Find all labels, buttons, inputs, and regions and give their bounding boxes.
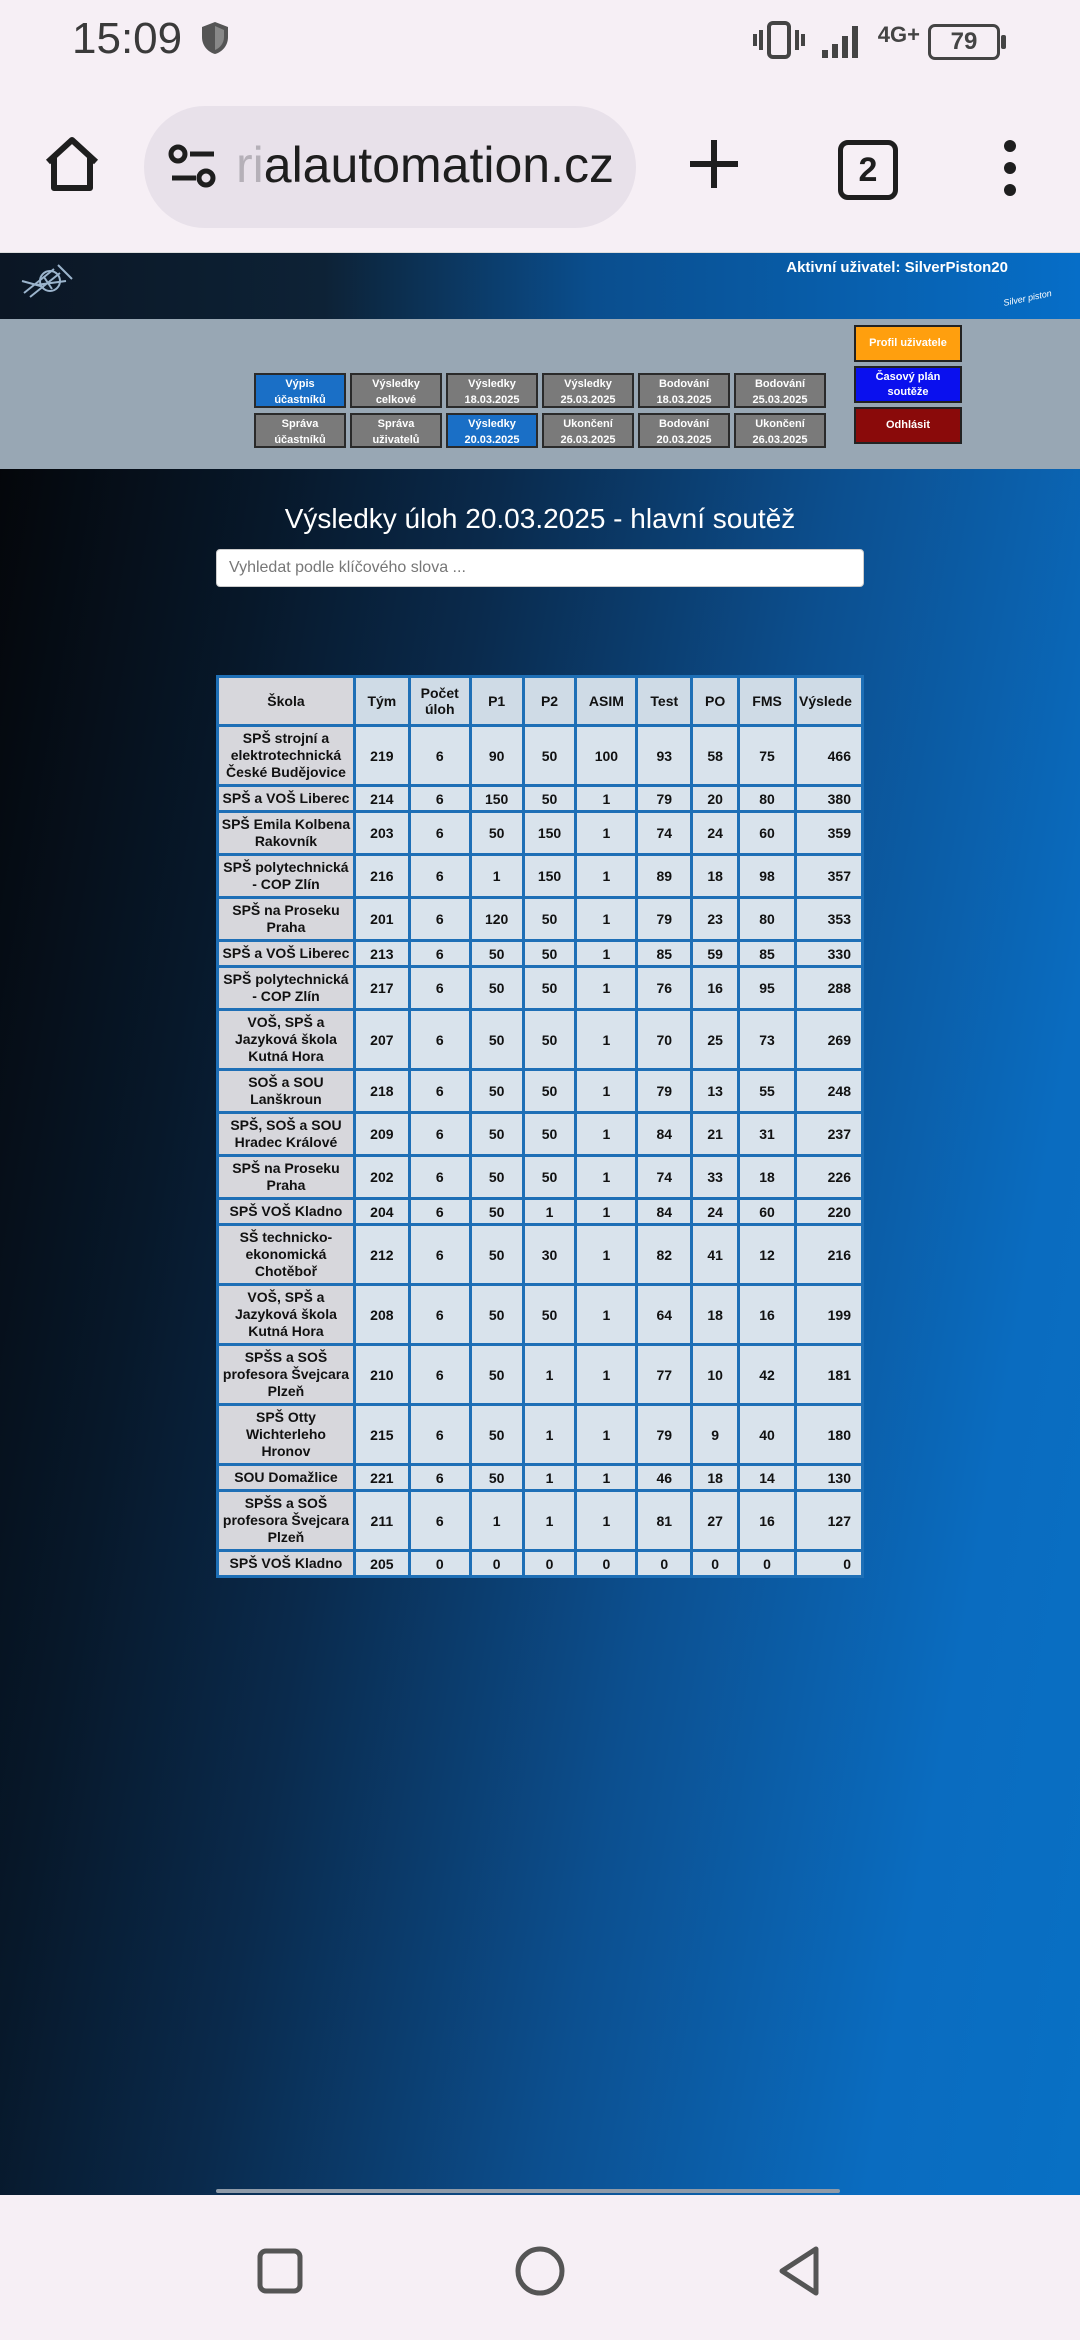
value-cell: 42: [740, 1346, 794, 1403]
search-input[interactable]: Vyhledat podle klíčového slova ...: [216, 549, 864, 587]
value-cell: 150: [525, 856, 575, 896]
value-cell: 127: [797, 1492, 861, 1549]
url-main: alautomation.cz: [263, 137, 614, 193]
value-cell: 18: [740, 1157, 794, 1197]
value-cell: 237: [797, 1114, 861, 1154]
value-cell: 6: [411, 1406, 469, 1463]
table-row: [219, 899, 861, 939]
school-cell: SPŠS a SOŠ profesora Švejcara Plzeň: [219, 1346, 353, 1403]
more-menu-icon[interactable]: [998, 138, 1022, 198]
nav-results-20-03[interactable]: Výsledky 20.03.2025: [446, 413, 538, 448]
school-cell: VOŠ, SPŠ a Jazyková škola Kutná Hora: [219, 1011, 353, 1068]
value-cell: 120: [472, 899, 522, 939]
value-cell: 40: [740, 1406, 794, 1463]
value-cell: 50: [472, 1114, 522, 1154]
value-cell: 0: [638, 1552, 690, 1575]
col-test: Test: [638, 678, 690, 724]
nav-results-25-03[interactable]: Výsledky 25.03.2025: [542, 373, 634, 408]
value-cell: 50: [525, 942, 575, 965]
nav-closing-26-03-b[interactable]: Ukončení 26.03.2025: [734, 413, 826, 448]
school-cell: SPŠ Otty Wichterleho Hronov: [219, 1406, 353, 1463]
nav-manage-users[interactable]: Správa uživatelů: [350, 413, 442, 448]
value-cell: 14: [740, 1466, 794, 1489]
table-row: [219, 1226, 861, 1283]
value-cell: 248: [797, 1071, 861, 1111]
value-cell: 31: [740, 1114, 794, 1154]
table-row: [219, 1071, 861, 1111]
school-cell: SOŠ a SOU Lanškroun: [219, 1071, 353, 1111]
address-bar[interactable]: [144, 106, 636, 228]
table-row: [219, 1492, 861, 1549]
value-cell: 0: [797, 1552, 861, 1575]
value-cell: 85: [740, 942, 794, 965]
value-cell: 90: [472, 727, 522, 784]
school-cell: VOŠ, SPŠ a Jazyková škola Kutná Hora: [219, 1286, 353, 1343]
value-cell: 16: [693, 968, 737, 1008]
value-cell: 1: [577, 1346, 635, 1403]
value-cell: 50: [472, 942, 522, 965]
url-faded: ri: [236, 137, 264, 193]
system-nav-bar: [0, 2195, 1080, 2340]
table-row: [219, 968, 861, 1008]
school-cell: SPŠ a VOŠ Liberec: [219, 787, 353, 810]
value-cell: 6: [411, 968, 469, 1008]
value-cell: 6: [411, 813, 469, 853]
value-cell: 219: [356, 727, 408, 784]
value-cell: 6: [411, 1200, 469, 1223]
value-cell: 6: [411, 1346, 469, 1403]
value-cell: 215: [356, 1406, 408, 1463]
table-row: [219, 1157, 861, 1197]
results-table-wrapper[interactable]: [216, 675, 864, 1578]
webpage: [0, 253, 1080, 2195]
table-row: [219, 813, 861, 853]
col-p2: P2: [525, 678, 575, 724]
table-row: [219, 1011, 861, 1068]
value-cell: 30: [525, 1226, 575, 1283]
page-title: Výsledky úloh 20.03.2025 - hlavní soutěž: [284, 503, 796, 534]
value-cell: 199: [797, 1286, 861, 1343]
value-cell: 201: [356, 899, 408, 939]
value-cell: 1: [577, 787, 635, 810]
value-cell: 18: [693, 856, 737, 896]
value-cell: 50: [472, 1200, 522, 1223]
value-cell: 77: [638, 1346, 690, 1403]
col-team: Tým: [356, 678, 408, 724]
value-cell: 50: [472, 1011, 522, 1068]
nav-closing-26-03[interactable]: Ukončení 26.03.2025: [542, 413, 634, 448]
value-cell: 50: [472, 1071, 522, 1111]
mini-logo: Silver piston: [1002, 288, 1053, 308]
value-cell: 217: [356, 968, 408, 1008]
value-cell: 82: [638, 1226, 690, 1283]
value-cell: 1: [577, 899, 635, 939]
value-cell: 216: [797, 1226, 861, 1283]
value-cell: 6: [411, 942, 469, 965]
value-cell: 74: [638, 1157, 690, 1197]
nav-panel: [0, 319, 1080, 469]
value-cell: 60: [740, 813, 794, 853]
school-cell: SŠ technicko-ekonomická Chotěboř: [219, 1226, 353, 1283]
value-cell: 18: [693, 1286, 737, 1343]
status-time: 15:09: [72, 14, 183, 63]
home-nav-icon[interactable]: [510, 2241, 570, 2301]
school-cell: SPŠ VOŠ Kladno: [219, 1552, 353, 1575]
value-cell: 1: [472, 856, 522, 896]
table-row: [219, 1466, 861, 1489]
status-bar: [0, 0, 1080, 82]
value-cell: 21: [693, 1114, 737, 1154]
value-cell: 288: [797, 968, 861, 1008]
value-cell: 380: [797, 787, 861, 810]
value-cell: 79: [638, 1071, 690, 1111]
col-result: Výslede: [797, 678, 861, 724]
value-cell: 50: [472, 1466, 522, 1489]
value-cell: 202: [356, 1157, 408, 1197]
value-cell: 16: [740, 1286, 794, 1343]
value-cell: 74: [638, 813, 690, 853]
url-text[interactable]: [236, 136, 616, 194]
value-cell: 81: [638, 1492, 690, 1549]
value-cell: 211: [356, 1492, 408, 1549]
battery-icon: 79: [928, 24, 1000, 60]
value-cell: 18: [693, 1466, 737, 1489]
nav-results-18-03[interactable]: Výsledky 18.03.2025: [446, 373, 538, 408]
table-row: [219, 1114, 861, 1154]
value-cell: 50: [525, 1071, 575, 1111]
value-cell: 10: [693, 1346, 737, 1403]
school-cell: SPŠ polytechnická - COP Zlín: [219, 856, 353, 896]
site-header: [0, 253, 1080, 319]
value-cell: 6: [411, 727, 469, 784]
school-cell: SPŠ VOŠ Kladno: [219, 1200, 353, 1223]
value-cell: 13: [693, 1071, 737, 1111]
profile-button[interactable]: Profil uživatele: [854, 325, 962, 362]
value-cell: 1: [577, 813, 635, 853]
table-row: [219, 942, 861, 965]
value-cell: 79: [638, 787, 690, 810]
value-cell: 98: [740, 856, 794, 896]
school-cell: SPŠ na Proseku Praha: [219, 1157, 353, 1197]
value-cell: 1: [525, 1200, 575, 1223]
value-cell: 58: [693, 727, 737, 784]
signal-icon: [820, 20, 864, 60]
table-row: [219, 1406, 861, 1463]
value-cell: 150: [472, 787, 522, 810]
schedule-button[interactable]: Časový plán soutěže: [854, 366, 962, 403]
value-cell: 6: [411, 899, 469, 939]
value-cell: 1: [577, 1286, 635, 1343]
value-cell: 24: [693, 1200, 737, 1223]
value-cell: 50: [525, 787, 575, 810]
value-cell: 50: [472, 1346, 522, 1403]
value-cell: 6: [411, 1157, 469, 1197]
value-cell: 6: [411, 1011, 469, 1068]
school-cell: SPŠS a SOŠ profesora Švejcara Plzeň: [219, 1492, 353, 1549]
value-cell: 208: [356, 1286, 408, 1343]
value-cell: 218: [356, 1071, 408, 1111]
value-cell: 207: [356, 1011, 408, 1068]
network-type: 4G+: [877, 22, 920, 47]
value-cell: 1: [577, 1406, 635, 1463]
value-cell: 1: [472, 1492, 522, 1549]
value-cell: 6: [411, 1114, 469, 1154]
value-cell: 6: [411, 856, 469, 896]
value-cell: 93: [638, 727, 690, 784]
nav-manage-participants[interactable]: Správa účastníků: [254, 413, 346, 448]
value-cell: 6: [411, 1226, 469, 1283]
value-cell: 1: [577, 1114, 635, 1154]
value-cell: 1: [525, 1466, 575, 1489]
value-cell: 79: [638, 1406, 690, 1463]
value-cell: 1: [577, 856, 635, 896]
value-cell: 55: [740, 1071, 794, 1111]
col-school: Škola: [219, 678, 353, 724]
value-cell: 79: [638, 899, 690, 939]
value-cell: 1: [577, 942, 635, 965]
table-row: [219, 787, 861, 810]
value-cell: 6: [411, 1286, 469, 1343]
value-cell: 181: [797, 1346, 861, 1403]
table-body: [219, 727, 861, 1575]
value-cell: 213: [356, 942, 408, 965]
value-cell: 203: [356, 813, 408, 853]
value-cell: 0: [740, 1552, 794, 1575]
user-actions: [854, 325, 962, 448]
table-row: [219, 856, 861, 896]
new-tab-icon[interactable]: [684, 134, 744, 194]
value-cell: 0: [472, 1552, 522, 1575]
table-row: [219, 1552, 861, 1575]
value-cell: 24: [693, 813, 737, 853]
value-cell: 1: [577, 1492, 635, 1549]
school-cell: SPŠ Emila Kolbena Rakovník: [219, 813, 353, 853]
value-cell: 1: [525, 1346, 575, 1403]
value-cell: 180: [797, 1406, 861, 1463]
value-cell: 1: [525, 1406, 575, 1463]
shield-icon: [200, 20, 230, 56]
value-cell: 89: [638, 856, 690, 896]
nav-scoring-20-03[interactable]: Bodování 20.03.2025: [638, 413, 730, 448]
table-row: [219, 1200, 861, 1223]
value-cell: 1: [577, 1071, 635, 1111]
value-cell: 221: [356, 1466, 408, 1489]
value-cell: 20: [693, 787, 737, 810]
value-cell: 209: [356, 1114, 408, 1154]
value-cell: 60: [740, 1200, 794, 1223]
value-cell: 1: [577, 1011, 635, 1068]
col-asim: ASIM: [577, 678, 635, 724]
value-cell: 50: [472, 1157, 522, 1197]
table-header-row: [219, 678, 861, 724]
nav-scoring-25-03[interactable]: Bodování 25.03.2025: [734, 373, 826, 408]
value-cell: 269: [797, 1011, 861, 1068]
value-cell: 50: [525, 899, 575, 939]
value-cell: 59: [693, 942, 737, 965]
value-cell: 46: [638, 1466, 690, 1489]
school-cell: SPŠ a VOŠ Liberec: [219, 942, 353, 965]
school-cell: SPŠ na Proseku Praha: [219, 899, 353, 939]
table-row: [219, 1346, 861, 1403]
value-cell: 41: [693, 1226, 737, 1283]
value-cell: 84: [638, 1200, 690, 1223]
value-cell: 6: [411, 1466, 469, 1489]
value-cell: 50: [472, 1226, 522, 1283]
active-user-label: Aktivní uživatel: SilverPiston20: [786, 259, 1008, 276]
value-cell: 0: [693, 1552, 737, 1575]
value-cell: 27: [693, 1492, 737, 1549]
value-cell: 1: [577, 1200, 635, 1223]
value-cell: 205: [356, 1552, 408, 1575]
site-logo-icon: [14, 259, 88, 303]
value-cell: 330: [797, 942, 861, 965]
value-cell: 50: [472, 1286, 522, 1343]
browser-toolbar: [0, 82, 1080, 254]
nav-results-overall[interactable]: Výsledky celkové: [350, 373, 442, 408]
school-cell: SPŠ polytechnická - COP Zlín: [219, 968, 353, 1008]
value-cell: 85: [638, 942, 690, 965]
value-cell: 80: [740, 899, 794, 939]
col-po: PO: [693, 678, 737, 724]
value-cell: 212: [356, 1226, 408, 1283]
value-cell: 6: [411, 1071, 469, 1111]
value-cell: 50: [525, 968, 575, 1008]
back-icon[interactable]: [770, 2241, 830, 2301]
site-settings-icon[interactable]: [168, 144, 218, 190]
home-icon[interactable]: [40, 132, 104, 196]
tab-switcher-button[interactable]: 2: [838, 140, 898, 200]
value-cell: 214: [356, 787, 408, 810]
value-cell: 226: [797, 1157, 861, 1197]
value-cell: 1: [525, 1492, 575, 1549]
value-cell: 64: [638, 1286, 690, 1343]
value-cell: 50: [472, 1406, 522, 1463]
vibrate-icon: [752, 20, 806, 60]
value-cell: 0: [577, 1552, 635, 1575]
value-cell: 16: [740, 1492, 794, 1549]
value-cell: 357: [797, 856, 861, 896]
value-cell: 216: [356, 856, 408, 896]
value-cell: 0: [411, 1552, 469, 1575]
status-icons: [752, 18, 920, 62]
value-cell: 130: [797, 1466, 861, 1489]
results-table: [216, 675, 864, 1578]
value-cell: 50: [472, 968, 522, 1008]
value-cell: 6: [411, 787, 469, 810]
value-cell: 76: [638, 968, 690, 1008]
value-cell: 9: [693, 1406, 737, 1463]
school-cell: SPŠ strojní a elektrotechnická České Budějovice: [219, 727, 353, 784]
value-cell: 6: [411, 1492, 469, 1549]
value-cell: 0: [525, 1552, 575, 1575]
value-cell: 210: [356, 1346, 408, 1403]
value-cell: 220: [797, 1200, 861, 1223]
value-cell: 33: [693, 1157, 737, 1197]
value-cell: 75: [740, 727, 794, 784]
table-row: [219, 727, 861, 784]
table-row: [219, 1286, 861, 1343]
value-cell: 50: [525, 1157, 575, 1197]
value-cell: 50: [525, 1286, 575, 1343]
nav-grid: [254, 373, 826, 448]
nav-scoring-18-03[interactable]: Bodování 18.03.2025: [638, 373, 730, 408]
value-cell: 353: [797, 899, 861, 939]
value-cell: 70: [638, 1011, 690, 1068]
logout-button[interactable]: Odhlásit: [854, 407, 962, 444]
col-fms: FMS: [740, 678, 794, 724]
value-cell: 84: [638, 1114, 690, 1154]
value-cell: 50: [525, 727, 575, 784]
col-p1: P1: [472, 678, 522, 724]
col-task-count: Počet úloh: [411, 678, 469, 724]
value-cell: 204: [356, 1200, 408, 1223]
value-cell: 23: [693, 899, 737, 939]
value-cell: 12: [740, 1226, 794, 1283]
school-cell: SPŠ, SOŠ a SOU Hradec Králové: [219, 1114, 353, 1154]
value-cell: 50: [472, 813, 522, 853]
value-cell: 95: [740, 968, 794, 1008]
value-cell: 150: [525, 813, 575, 853]
value-cell: 1: [577, 968, 635, 1008]
value-cell: 25: [693, 1011, 737, 1068]
school-cell: SOU Domažlice: [219, 1466, 353, 1489]
value-cell: 73: [740, 1011, 794, 1068]
value-cell: 50: [525, 1114, 575, 1154]
value-cell: 359: [797, 813, 861, 853]
horizontal-scrollbar[interactable]: [216, 2189, 840, 2193]
recents-icon[interactable]: [250, 2241, 310, 2301]
value-cell: 1: [577, 1226, 635, 1283]
nav-participants-list[interactable]: Výpis účastníků: [254, 373, 346, 408]
value-cell: 1: [577, 1466, 635, 1489]
value-cell: 100: [577, 727, 635, 784]
value-cell: 50: [525, 1011, 575, 1068]
value-cell: 1: [577, 1157, 635, 1197]
value-cell: 466: [797, 727, 861, 784]
value-cell: 80: [740, 787, 794, 810]
